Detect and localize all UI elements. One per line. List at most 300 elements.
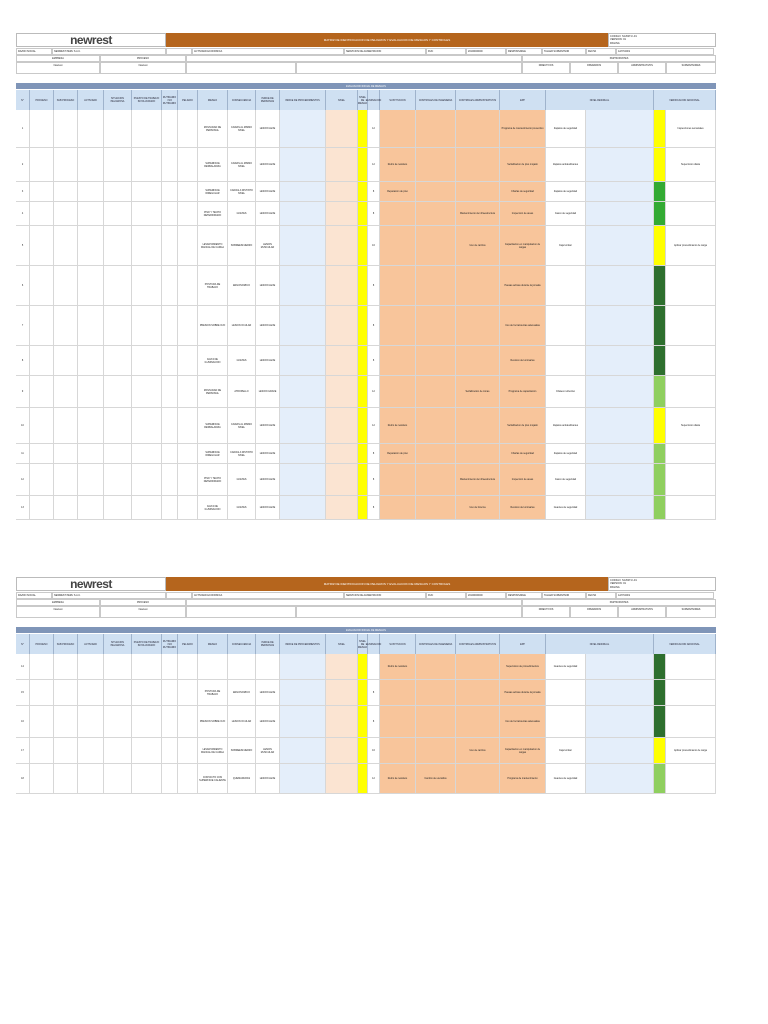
column-header-cell: CONSECUENCIA [228, 90, 256, 110]
residual-level-swatch [654, 110, 666, 147]
row-number: 14 [16, 654, 30, 679]
admin-control-cell: Señalizacion de piso mojado [500, 148, 546, 181]
engineering-cell: Mantenimiento de infraestructura [456, 202, 500, 225]
column-header-cell: VERIFICACION ADICIONAL [654, 634, 716, 654]
people-index-cell [280, 464, 326, 495]
residual-level-swatch [654, 764, 666, 793]
people-index-cell [280, 764, 326, 793]
workstation-cell [132, 738, 162, 763]
engineering-cell [456, 444, 500, 463]
consequence-cell: LESION LEVE [256, 306, 280, 345]
situation-cell [104, 738, 132, 763]
elimination-cell [380, 680, 416, 705]
header-row-1: RAZON SOCIAL NEWREST PERU S.A.C. ACTIVIDAD ECONOMICA SERVICIOS DE ALIMENTACION RUC 20100000000 RESPONSABLE TALLER SUPERVISOR FECHA 12/07/2019 [16, 592, 716, 599]
consequence-cell: LESION LEVE [256, 346, 280, 375]
column-header-cell: NIVEL RESIDUAL [546, 90, 654, 110]
substitution-cell [416, 408, 456, 443]
activity-cell [78, 110, 104, 147]
engineering-cell [456, 706, 500, 737]
residual-eval-cell [586, 764, 654, 793]
code-cell [178, 182, 198, 201]
procedure-index-cell [326, 464, 358, 495]
risk-level-value: 16 [368, 226, 380, 265]
doc-title: MATRIZ DE IDENTIFICACION DE PELIGROS Y EVALUACION DE RIESGOS Y CONTROLES [166, 33, 608, 47]
consequence-cell: LESION LEVE [256, 706, 280, 737]
hazard-cell: CONTACTO CON SUPERFICIE CALIENTE [198, 764, 228, 793]
elimination-cell [380, 496, 416, 519]
activity-cell [78, 680, 104, 705]
elimination-cell: Reparacion de piso [380, 182, 416, 201]
situation-cell [104, 376, 132, 407]
risk-level-value: 8 [368, 464, 380, 495]
residual-eval-cell [586, 110, 654, 147]
code-cell [178, 764, 198, 793]
process-cell [30, 706, 54, 737]
verification-cell: Aplicar procedimiento de carga [666, 226, 716, 265]
row-number: 11 [16, 444, 30, 463]
risk-level-swatch [358, 148, 368, 181]
substitution-cell [416, 706, 456, 737]
residual-level-swatch [654, 346, 666, 375]
verification-cell [666, 306, 716, 345]
situation-cell [104, 680, 132, 705]
activity-cell [78, 764, 104, 793]
verification-cell: Supervision diaria [666, 408, 716, 443]
code-cell [178, 306, 198, 345]
column-header-cell: CONTROLES DE INGENIERIA [416, 90, 456, 110]
ppe-cell [546, 266, 586, 305]
table-row [16, 202, 716, 226]
workstation-cell [132, 444, 162, 463]
column-header-cell: INDICE DE PERSONAS [256, 90, 280, 110]
column-header-cell: RUTINARIO / NO RUTINARIO [162, 90, 178, 110]
routine-cell [162, 496, 178, 519]
substitution-cell [416, 654, 456, 679]
table-row [16, 226, 716, 266]
subprocess-cell [54, 444, 78, 463]
row-number: 12 [16, 464, 30, 495]
column-header-cell: CONTROLES ADMINISTRATIVOS [456, 634, 500, 654]
hazard-cell: MOVILIDAD DE PERSONAL [198, 110, 228, 147]
admin-control-cell: Revision de luminarias [500, 496, 546, 519]
hazard-cell: LEVANTAMIENTO MANUAL DE CARGA [198, 738, 228, 763]
substitution-cell [416, 680, 456, 705]
hazard-cell: PRESION SOBRE OJO [198, 706, 228, 737]
subprocess-cell [54, 654, 78, 679]
substitution-cell [416, 496, 456, 519]
risk-level-swatch [358, 182, 368, 201]
risk-cell [228, 654, 256, 679]
risk-level-swatch [358, 346, 368, 375]
ppe-cell: Faja lumbar [546, 226, 586, 265]
table-row [16, 182, 716, 202]
risk-level-value: 8 [368, 680, 380, 705]
activity-cell [78, 408, 104, 443]
admin-control-cell: Inspeccion de areas [500, 464, 546, 495]
activity-cell [78, 444, 104, 463]
residual-level-swatch [654, 706, 666, 737]
subprocess-cell [54, 202, 78, 225]
people-index-cell [280, 110, 326, 147]
elimination-cell [380, 110, 416, 147]
residual-eval-cell [586, 306, 654, 345]
code-cell [178, 464, 198, 495]
ppe-cell [546, 346, 586, 375]
risk-level-swatch [358, 680, 368, 705]
risk-cell: ATROPELLO [228, 376, 256, 407]
admin-control-cell: Revision de luminarias [500, 346, 546, 375]
workstation-cell [132, 764, 162, 793]
subprocess-cell [54, 764, 78, 793]
ppe-cell: Zapatos de seguridad [546, 110, 586, 147]
workstation-cell [132, 706, 162, 737]
column-header-cell: CONTROLES DE INGENIERIA [416, 634, 456, 654]
risk-level-value: 8 [368, 496, 380, 519]
ppe-cell: Zapatos de seguridad [546, 182, 586, 201]
verification-cell [666, 444, 716, 463]
workstation-cell [132, 346, 162, 375]
workstation-cell [132, 148, 162, 181]
subprocess-cell [54, 306, 78, 345]
column-header-cell: RIESGO [198, 90, 228, 110]
residual-eval-cell [586, 408, 654, 443]
code-cell [178, 202, 198, 225]
verification-cell [666, 182, 716, 201]
column-header-cell: PELIGRO [178, 90, 198, 110]
routine-cell [162, 464, 178, 495]
activity-cell [78, 148, 104, 181]
procedure-index-cell [326, 738, 358, 763]
risk-level-value: 8 [368, 266, 380, 305]
row-number: 16 [16, 706, 30, 737]
substitution-cell [416, 266, 456, 305]
hazard-cell: PISO Y TECHO DETERIORADO [198, 464, 228, 495]
situation-cell [104, 266, 132, 305]
code-cell [178, 346, 198, 375]
column-header-cell: PUESTO DE TRABAJO INVOLUCRADO [132, 634, 162, 654]
column-header-cell: NIVEL RESIDUAL [546, 634, 654, 654]
residual-eval-cell [586, 496, 654, 519]
residual-eval-cell [586, 148, 654, 181]
residual-eval-cell [586, 738, 654, 763]
procedure-index-cell [326, 680, 358, 705]
column-header-cell: NIVEL DE RIESGO [358, 90, 368, 110]
hazard-cell: SUPERFICIE IRREGULAR [198, 444, 228, 463]
risk-level-value: 8 [368, 182, 380, 201]
verification-cell [666, 764, 716, 793]
column-header-cell: N° [16, 90, 30, 110]
table-row [16, 654, 716, 680]
workstation-cell [132, 464, 162, 495]
table-row [16, 680, 716, 706]
code-cell [178, 408, 198, 443]
risk-cell: QUEMADURAS [228, 764, 256, 793]
consequence-cell: LESION GRAVE [256, 376, 280, 407]
code-cell [178, 376, 198, 407]
hazard-cell: POSTURA DE TRABAJO [198, 680, 228, 705]
table-row [16, 706, 716, 738]
column-header-cell: SUSTITUCION [380, 90, 416, 110]
row-number: 9 [16, 376, 30, 407]
admin-control-cell: Programa de capacitacion [500, 376, 546, 407]
column-header-cell: INDICE DE PROCEDIMIENTOS [280, 634, 326, 654]
subprocess-cell [54, 496, 78, 519]
routine-cell [162, 444, 178, 463]
hazard-cell: SUPERFICIE RESBALADIZA [198, 148, 228, 181]
verification-cell [666, 680, 716, 705]
residual-level-swatch [654, 376, 666, 407]
residual-eval-cell [586, 266, 654, 305]
hazard-cell: MOVILIDAD DE PERSONAL [198, 376, 228, 407]
risk-cell: GOLPES [228, 202, 256, 225]
routine-cell [162, 680, 178, 705]
column-header-cell: INDICE DE PROCEDIMIENTOS [280, 90, 326, 110]
residual-level-swatch [654, 202, 666, 225]
process-cell [30, 680, 54, 705]
hazard-cell: POSTURA DE TRABAJO [198, 266, 228, 305]
consequence-cell: LESION LEVE [256, 444, 280, 463]
elimination-cell [380, 226, 416, 265]
column-header-cell: SUB PROCESO [54, 634, 78, 654]
matrix-grid-1 [16, 110, 716, 520]
people-index-cell [280, 306, 326, 345]
doc-title: MATRIZ DE IDENTIFICACION DE PELIGROS Y EVALUACION DE RIESGOS Y CONTROLES [166, 577, 608, 591]
subprocess-cell [54, 266, 78, 305]
process-cell [30, 148, 54, 181]
people-index-cell [280, 706, 326, 737]
engineering-cell [456, 266, 500, 305]
residual-level-swatch [654, 226, 666, 265]
code-cell [178, 226, 198, 265]
process-cell [30, 306, 54, 345]
risk-level-value: 8 [368, 202, 380, 225]
column-header-cell: SUSTITUCION [380, 634, 416, 654]
routine-cell [162, 110, 178, 147]
activity-cell [78, 346, 104, 375]
subprocess-cell [54, 346, 78, 375]
column-header-cell: ELIMINACION [368, 634, 380, 654]
workstation-cell [132, 226, 162, 265]
hazard-cell: PRESION SOBRE OJO [198, 306, 228, 345]
people-index-cell [280, 496, 326, 519]
risk-level-swatch [358, 764, 368, 793]
procedure-index-cell [326, 496, 358, 519]
procedure-index-cell [326, 346, 358, 375]
people-index-cell [280, 444, 326, 463]
routine-cell [162, 148, 178, 181]
procedure-index-cell [326, 444, 358, 463]
column-header-cell: EPP [500, 634, 546, 654]
code-cell [178, 148, 198, 181]
people-index-cell [280, 408, 326, 443]
verification-cell: Inspecciones semanales [666, 110, 716, 147]
column-header-cell: VERIFICACION ADICIONAL [654, 90, 716, 110]
procedure-index-cell [326, 148, 358, 181]
residual-eval-cell [586, 346, 654, 375]
risk-cell: SOBREESFUERZO [228, 738, 256, 763]
situation-cell [104, 444, 132, 463]
process-cell [30, 408, 54, 443]
situation-cell [104, 496, 132, 519]
hazard-cell: SUPERFICIE IRREGULAR [198, 182, 228, 201]
process-cell [30, 226, 54, 265]
activity-cell [78, 464, 104, 495]
workstation-cell [132, 654, 162, 679]
hazard-cell: FALTA DE ILUMINACION [198, 496, 228, 519]
risk-cell: CAIDAS AL MISMO NIVEL [228, 110, 256, 147]
workstation-cell [132, 680, 162, 705]
activity-cell [78, 226, 104, 265]
process-cell [30, 738, 54, 763]
risk-level-value: 8 [368, 444, 380, 463]
consequence-cell: LESION MUSCULAR [256, 226, 280, 265]
risk-level-swatch [358, 738, 368, 763]
substitution-cell [416, 306, 456, 345]
engineering-cell [456, 408, 500, 443]
routine-cell [162, 764, 178, 793]
verification-cell [666, 496, 716, 519]
activity-cell [78, 306, 104, 345]
risk-level-swatch [358, 266, 368, 305]
row-number: 8 [16, 346, 30, 375]
table-row [16, 464, 716, 496]
substitution-cell [416, 738, 456, 763]
table-row [16, 266, 716, 306]
row-number: 17 [16, 738, 30, 763]
verification-cell: Supervision diaria [666, 148, 716, 181]
people-index-cell [280, 654, 326, 679]
situation-cell [104, 408, 132, 443]
code-cell [178, 706, 198, 737]
hazard-cell: SUPERFICIE RESBALADIZA [198, 408, 228, 443]
risk-level-swatch [358, 654, 368, 679]
risk-level-swatch [358, 226, 368, 265]
ppe-cell: Zapatos de seguridad [546, 444, 586, 463]
subprocess-cell [54, 680, 78, 705]
routine-cell [162, 706, 178, 737]
residual-level-swatch [654, 738, 666, 763]
hazard-cell [198, 654, 228, 679]
matrix-sheet-2 [16, 577, 716, 803]
risk-level-value: 12 [368, 148, 380, 181]
situation-cell [104, 306, 132, 345]
section-band: EVALUACION INICIAL DE RIESGOS [16, 627, 716, 633]
risk-cell: GOLPES [228, 346, 256, 375]
subprocess-cell [54, 706, 78, 737]
hazard-cell: LEVANTAMIENTO MANUAL DE CARGA [198, 226, 228, 265]
ppe-cell: Casco de seguridad [546, 464, 586, 495]
column-header-cell: NIVEL [326, 634, 358, 654]
row-number: 5 [16, 226, 30, 265]
risk-cell: ERGONOMICO [228, 680, 256, 705]
engineering-cell [456, 306, 500, 345]
workstation-cell [132, 496, 162, 519]
activity-cell [78, 654, 104, 679]
column-header-cell: INDICE DE PERSONAS [256, 634, 280, 654]
risk-level-swatch [358, 376, 368, 407]
verification-cell [666, 654, 716, 679]
situation-cell [104, 226, 132, 265]
workstation-cell [132, 182, 162, 201]
people-index-cell [280, 346, 326, 375]
residual-level-swatch [654, 408, 666, 443]
table-row [16, 496, 716, 520]
subprocess-cell [54, 148, 78, 181]
residual-eval-cell [586, 654, 654, 679]
consequence-cell: LESION LEVE [256, 496, 280, 519]
column-header-cell: RUTINARIO / NO RUTINARIO [162, 634, 178, 654]
column-header-cell: ACTIVIDAD [78, 90, 104, 110]
residual-level-swatch [654, 266, 666, 305]
residual-eval-cell [586, 464, 654, 495]
column-header-cell: CONSECUENCIA [228, 634, 256, 654]
engineering-cell: Uso de linterna [456, 496, 500, 519]
engineering-cell: Señalizacion de zonas [456, 376, 500, 407]
consequence-cell: LESION LEVE [256, 110, 280, 147]
row-number: 10 [16, 408, 30, 443]
elimination-cell [380, 738, 416, 763]
procedure-index-cell [326, 266, 358, 305]
substitution-cell [416, 182, 456, 201]
residual-eval-cell [586, 202, 654, 225]
admin-control-cell: Inspeccion de areas [500, 202, 546, 225]
risk-level-value: 12 [368, 764, 380, 793]
procedure-index-cell [326, 110, 358, 147]
procedure-index-cell [326, 306, 358, 345]
elimination-cell [380, 202, 416, 225]
code-cell [178, 444, 198, 463]
residual-level-swatch [654, 464, 666, 495]
procedure-index-cell [326, 226, 358, 265]
engineering-cell [456, 654, 500, 679]
residual-level-swatch [654, 182, 666, 201]
admin-control-cell: Capacitacion en manipulacion de cargas [500, 738, 546, 763]
risk-level-swatch [358, 464, 368, 495]
residual-eval-cell [586, 680, 654, 705]
residual-eval-cell [586, 182, 654, 201]
people-index-cell [280, 738, 326, 763]
workstation-cell [132, 408, 162, 443]
engineering-cell [456, 110, 500, 147]
engineering-cell [456, 148, 500, 181]
admin-control-cell: Uso de herramientas adecuadas [500, 306, 546, 345]
procedure-index-cell [326, 202, 358, 225]
ppe-cell [546, 680, 586, 705]
table-row [16, 306, 716, 346]
column-header-cell: EPP [500, 90, 546, 110]
verification-cell [666, 464, 716, 495]
row-number: 2 [16, 148, 30, 181]
section-band: EVALUACION INICIAL DE RIESGOS [16, 83, 716, 89]
risk-level-swatch [358, 408, 368, 443]
risk-level-value: 12 [368, 110, 380, 147]
consequence-cell: LESION LEVE [256, 464, 280, 495]
workstation-cell [132, 306, 162, 345]
admin-control-cell: Capacitacion en manipulacion de cargas [500, 226, 546, 265]
elimination-cell: Retiro de residuos [380, 654, 416, 679]
ppe-cell: Guantes de seguridad [546, 496, 586, 519]
risk-level-value: 8 [368, 306, 380, 345]
column-header-cell: SITUACION PELIGROSA [104, 90, 132, 110]
subprocess-cell [54, 110, 78, 147]
procedure-index-cell [326, 764, 358, 793]
risk-cell: CAIDAS AL MISMO NIVEL [228, 148, 256, 181]
people-index-cell [280, 376, 326, 407]
residual-level-swatch [654, 654, 666, 679]
residual-level-swatch [654, 306, 666, 345]
consequence-cell: LESION LEVE [256, 182, 280, 201]
newrest-logo: newrest [16, 33, 166, 47]
